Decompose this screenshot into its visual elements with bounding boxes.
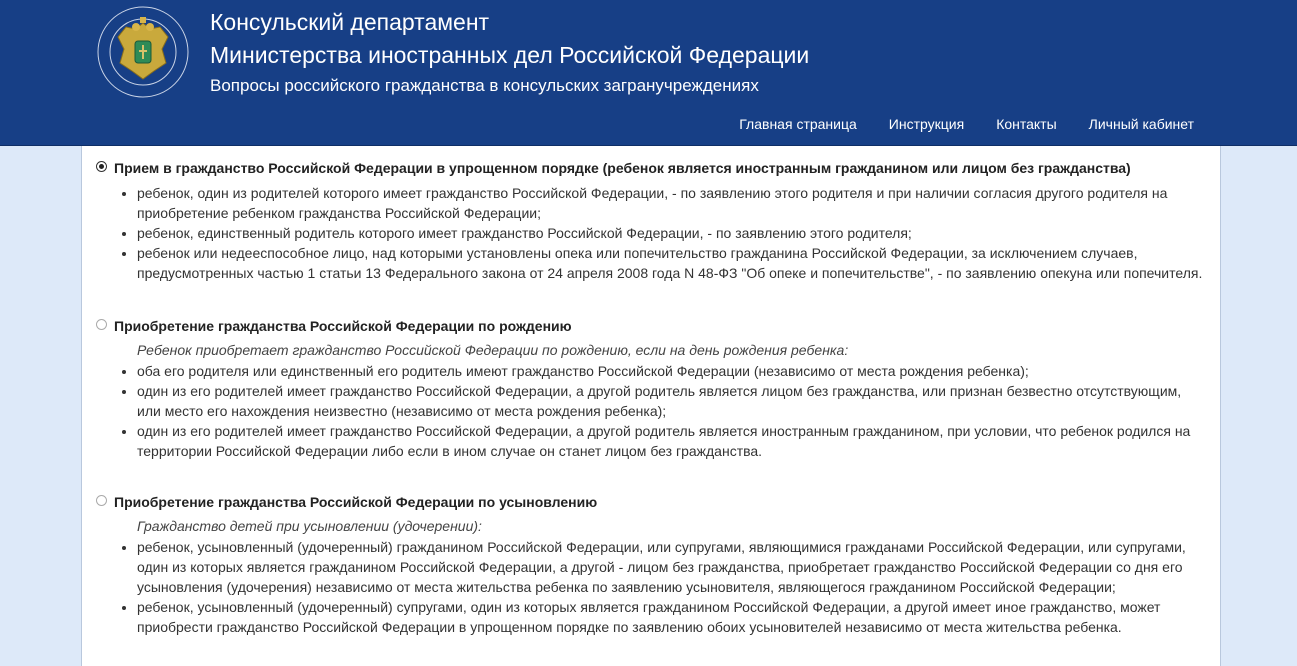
list-item: • один из его родителей имеет гражданство Российской Федерации, а другой родитель является лицом без гражданства, или признан безвестно отсутствующим, или место его нахождения неизвестно (независимо от места рождения ребенка); <box>137 381 1190 421</box>
list-item: • оба его родителя или единственный его родитель имеют гражданство Российской Федерации (независимо от места рождения ребенка); <box>137 361 1190 381</box>
nav-account-link[interactable]: Личный кабинет <box>1088 116 1194 132</box>
main-nav <box>723 116 1194 132</box>
header-subtitle: Вопросы российского гражданства в консульских загранучреждениях <box>210 76 759 95</box>
list-item: • ребенок, усыновленный (удочеренный) гражданином Российской Федерации, или супругами, являющимися гражданами Российской Федерации, или супругами, один из которых является гражданином Российской Федерации, а другой - лицом без гражданства, приобретает гражданство Российской Федерации со дня его усыновления (удочерения) независимо от места жительства ребенка по заявлению усыновителя, являющегося гражданином Российской Федерации; <box>137 537 1186 597</box>
list-item: • один из его родителей имеет гражданство Российской Федерации, а другой родитель является иностранным гражданином, при условии, что ребенок родился на территории Российской Федерации либо если в ином случае он станет лицом без гражданства. <box>137 421 1190 461</box>
option-radio-simplified[interactable] <box>96 161 107 172</box>
nav-instructions-link[interactable]: Инструкция <box>888 116 965 132</box>
option-radio-by-adoption[interactable] <box>96 495 107 506</box>
option-title[interactable]: Приобретение гражданства Российской Федерации по усыновлению <box>114 494 598 510</box>
header-title-line2: Министерства иностранных дел Российской Федерации <box>210 42 810 68</box>
site-header <box>0 0 1297 146</box>
main-content <box>81 146 1221 666</box>
emblem-logo <box>96 5 190 99</box>
list-item: • ребенок, единственный родитель которого имеет гражданство Российской Федерации, - по заявлению этого родителя; <box>137 223 1202 243</box>
nav-home-link[interactable]: Главная страница <box>739 116 857 132</box>
emblem-icon <box>96 5 190 99</box>
option-radio-by-birth[interactable] <box>96 319 107 330</box>
option-items-list <box>116 537 1186 637</box>
nav-contacts-link[interactable]: Контакты <box>996 116 1057 132</box>
option-intro: Гражданство детей при усыновлении (удочерении): <box>137 518 482 534</box>
header-titles <box>210 7 809 97</box>
option-items-list <box>116 183 1202 283</box>
option-items-list <box>116 361 1190 461</box>
list-item: • ребенок, усыновленный (удочеренный) супругами, один из которых является гражданином Российской Федерации, а другой имеет иное гражданство, может приобрести гражданство Российской Федерации в упрощенном порядке по заявлению обоих усыновителей независимо от места жительства ребенка. <box>137 597 1186 637</box>
option-title[interactable]: Приобретение гражданства Российской Федерации по рождению <box>114 318 572 334</box>
option-title[interactable]: Прием в гражданство Российской Федерации в упрощенном порядке (ребенок является иностранным гражданином или лицом без гражданства) <box>114 160 1131 176</box>
list-item: • ребенок или недееспособное лицо, над которыми установлены опека или попечительство гражданина Российской Федерации, за исключением случаев, предусмотренных частью 1 статьи 13 Федерального закона от 24 апреля 2008 года N 48-ФЗ "Об опеке и попечительстве", - по заявлению опекуна или попечителя. <box>137 243 1202 283</box>
list-item: • ребенок, один из родителей которого имеет гражданство Российской Федерации, - по заявлению этого родителя и при наличии согласия другого родителя на приобретение ребенком гражданства Российской Федерации; <box>137 183 1202 223</box>
header-title-line1: Консульский департамент <box>210 9 490 35</box>
option-intro: Ребенок приобретает гражданство Российской Федерации по рождению, если на день рождения ребенка: <box>137 342 849 358</box>
